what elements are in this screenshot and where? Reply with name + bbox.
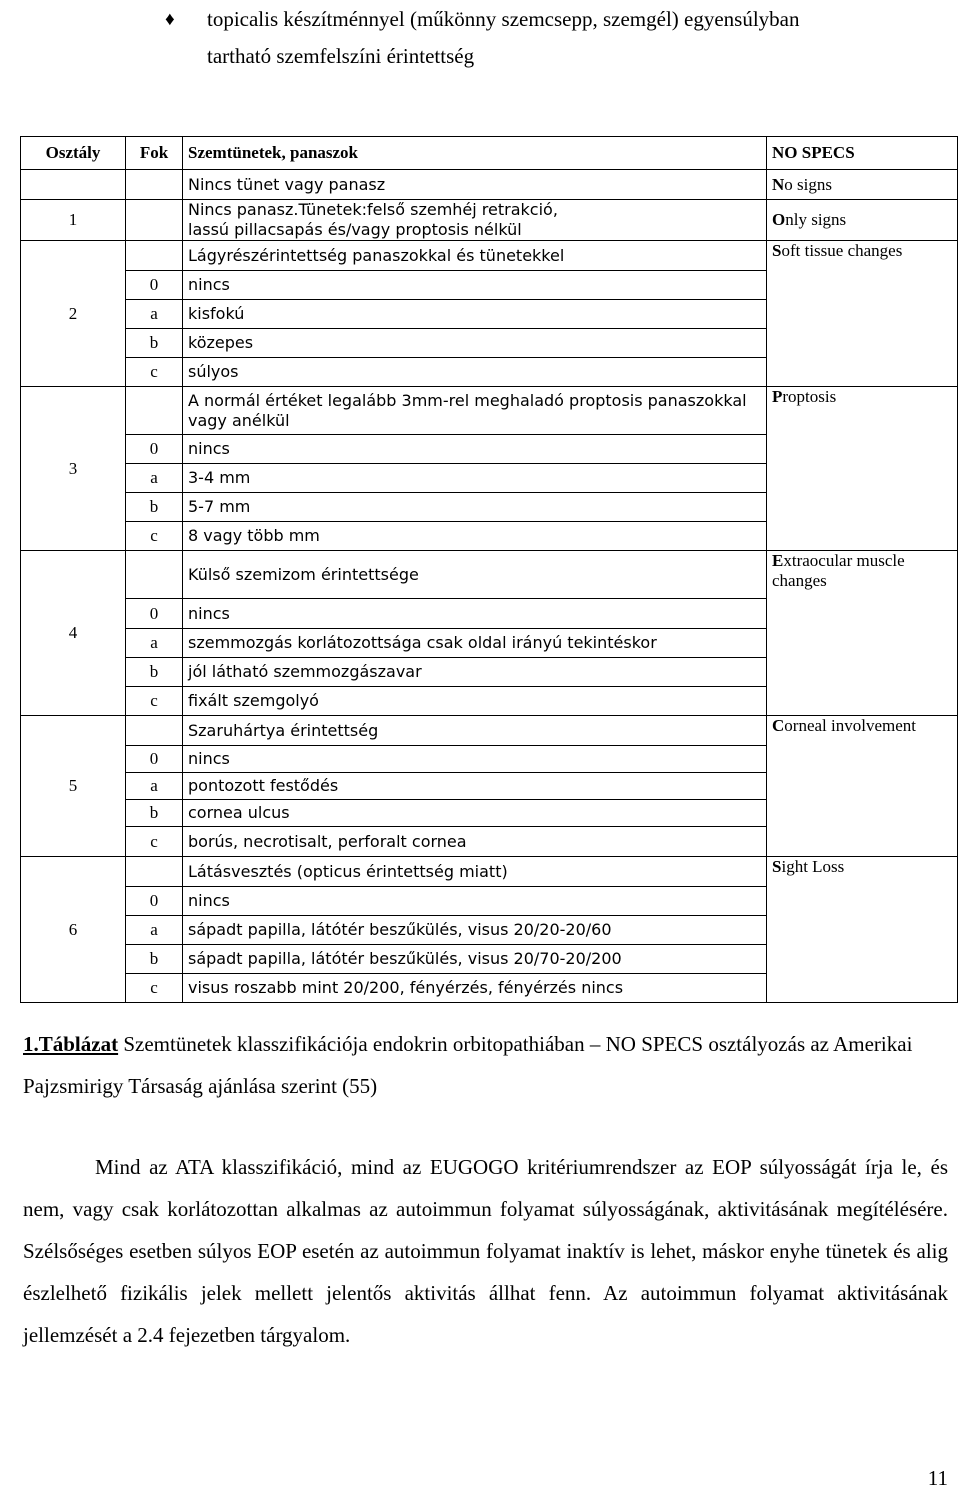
symptom-cell: cornea ulcus bbox=[183, 800, 767, 827]
symptom-cell: nincs bbox=[183, 887, 767, 916]
symptom-cell: Szaruhártya érintettség bbox=[183, 716, 767, 746]
bullet-text-line-1: topicalis készítménnyel (műkönny szemcsepp, szemgél) egyensúlyban bbox=[207, 7, 800, 31]
symptom-cell: sápadt papilla, látótér beszűkülés, visus 20/70-20/200 bbox=[183, 945, 767, 974]
grade-cell: c bbox=[126, 522, 183, 551]
grade-cell: c bbox=[126, 827, 183, 857]
symptom-cell: pontozott festődés bbox=[183, 773, 767, 800]
diamond-bullet-icon: ♦ bbox=[165, 9, 175, 30]
grade-cell bbox=[126, 170, 183, 200]
grade-cell bbox=[126, 716, 183, 746]
table-row bbox=[21, 551, 958, 599]
grade-cell: c bbox=[126, 358, 183, 387]
specs-initial: S bbox=[772, 241, 782, 260]
specs-rest: xtraocular muscle changes bbox=[772, 551, 905, 590]
grade-cell: 0 bbox=[126, 746, 183, 773]
grade-cell: 0 bbox=[126, 887, 183, 916]
specs-cell bbox=[767, 857, 958, 1003]
no-specs-table bbox=[20, 136, 958, 1003]
symptom-cell: Látásvesztés (opticus érintettség miatt) bbox=[183, 857, 767, 887]
table-header-row bbox=[21, 137, 958, 170]
paragraph-text: Mind az ATA klasszifikáció, mind az EUGOGO kritériumrendszer az EOP súlyosságát írja le, és nem, vagy csak korlátozottan alkalmas az autoimmun folyamat súlyosságának, aktivitásának megítélésére. Szélsőséges esetben súlyos EOP esetén az autoimmun folyamat inaktív is lehet, máskor enyhe tünetek és alig észlelhető fizikális jelek mellett jelentős aktivitás állhat fenn. Az autoimmun folyamat aktivitásának jellemzését a 2.4 fejezetben tárgyalom. bbox=[23, 1155, 948, 1347]
specs-rest: o signs bbox=[784, 174, 832, 194]
grade-cell: b bbox=[126, 329, 183, 358]
specs-cell bbox=[767, 387, 958, 551]
symptom-cell: szemmozgás korlátozottsága csak oldal irányú tekintéskor bbox=[183, 629, 767, 658]
body-paragraph bbox=[23, 1146, 948, 1356]
symptom-cell: fixált szemgolyó bbox=[183, 687, 767, 716]
table-row bbox=[21, 170, 958, 200]
class-cell bbox=[21, 170, 126, 200]
table-caption bbox=[23, 1023, 948, 1107]
header-specs: NO SPECS bbox=[767, 137, 958, 170]
grade-cell: 0 bbox=[126, 599, 183, 629]
symptom-cell: nincs bbox=[183, 599, 767, 629]
grade-cell: 0 bbox=[126, 271, 183, 300]
symptom-cell: jól látható szemmozgászavar bbox=[183, 658, 767, 687]
grade-cell bbox=[126, 200, 183, 241]
class-cell: 4 bbox=[21, 551, 126, 716]
caption-text: Szemtünetek klasszifikációja endokrin orbitopathiában – NO SPECS osztályozás az Amerikai Pajzsmirigy Társaság ajánlása szerint (55) bbox=[23, 1032, 913, 1098]
table-row bbox=[21, 857, 958, 887]
specs-rest: roptosis bbox=[782, 387, 837, 406]
specs-cell bbox=[767, 200, 958, 241]
specs-initial: E bbox=[772, 551, 784, 570]
specs-initial: S bbox=[772, 857, 782, 876]
class-cell: 1 bbox=[21, 200, 126, 241]
symptom-cell: 5-7 mm bbox=[183, 493, 767, 522]
table-row bbox=[21, 716, 958, 746]
symptom-cell: közepes bbox=[183, 329, 767, 358]
grade-cell: 0 bbox=[126, 435, 183, 464]
grade-cell: b bbox=[126, 658, 183, 687]
grade-cell: a bbox=[126, 300, 183, 329]
symptom-cell: súlyos bbox=[183, 358, 767, 387]
symptom-cell: nincs bbox=[183, 271, 767, 300]
bullet-text-line-2: tartható szemfelszíni érintettség bbox=[207, 44, 475, 68]
header-symptoms: Szemtünetek, panaszok bbox=[183, 137, 767, 170]
symptom-cell: visus roszabb mint 20/200, fényérzés, fényérzés nincs bbox=[183, 974, 767, 1003]
symptom-cell: Nincs panasz.Tünetek:felső szemhéj retrakció, lassú pillacsapás és/vagy proptosis nélkül bbox=[183, 200, 767, 241]
table-body bbox=[21, 170, 958, 1003]
specs-cell bbox=[767, 241, 958, 387]
symptom-cell: nincs bbox=[183, 435, 767, 464]
header-grade: Fok bbox=[126, 137, 183, 170]
specs-cell bbox=[767, 170, 958, 200]
class-cell: 2 bbox=[21, 241, 126, 387]
specs-initial: O bbox=[772, 210, 786, 229]
symptom-cell: sápadt papilla, látótér beszűkülés, visus 20/20-20/60 bbox=[183, 916, 767, 945]
grade-cell: b bbox=[126, 945, 183, 974]
caption-label: 1.Táblázat bbox=[23, 1032, 119, 1056]
grade-cell bbox=[126, 857, 183, 887]
specs-initial: N bbox=[772, 174, 785, 194]
specs-initial: C bbox=[772, 716, 785, 735]
table-row bbox=[21, 387, 958, 435]
specs-initial: P bbox=[772, 387, 783, 406]
table-row bbox=[21, 241, 958, 271]
symptom-cell: kisfokú bbox=[183, 300, 767, 329]
class-cell: 6 bbox=[21, 857, 126, 1003]
grade-cell bbox=[126, 551, 183, 599]
grade-cell: a bbox=[126, 629, 183, 658]
grade-cell bbox=[126, 241, 183, 271]
grade-cell: c bbox=[126, 687, 183, 716]
symptom-cell: 3-4 mm bbox=[183, 464, 767, 493]
class-cell: 5 bbox=[21, 716, 126, 857]
symptom-cell: A normál értéket legalább 3mm-rel meghaladó proptosis panaszokkal vagy anélkül bbox=[183, 387, 767, 435]
class-cell: 3 bbox=[21, 387, 126, 551]
specs-rest: ight Loss bbox=[781, 857, 845, 876]
table-row bbox=[21, 200, 958, 241]
specs-cell bbox=[767, 716, 958, 857]
grade-cell: a bbox=[126, 773, 183, 800]
grade-cell bbox=[126, 387, 183, 435]
specs-cell bbox=[767, 551, 958, 716]
symptom-cell: Külső szemizom érintettsége bbox=[183, 551, 767, 599]
specs-rest: orneal involvement bbox=[784, 716, 916, 735]
grade-cell: a bbox=[126, 916, 183, 945]
grade-cell: b bbox=[126, 800, 183, 827]
page-number: 11 bbox=[927, 1466, 948, 1490]
grade-cell: c bbox=[126, 974, 183, 1003]
specs-rest: nly signs bbox=[785, 210, 847, 229]
symptom-cell: nincs bbox=[183, 746, 767, 773]
symptom-cell: Lágyrészérintettség panaszokkal és tünetekkel bbox=[183, 241, 767, 271]
symptom-cell: 8 vagy több mm bbox=[183, 522, 767, 551]
symptom-cell: borús, necrotisalt, perforalt cornea bbox=[183, 827, 767, 857]
grade-cell: a bbox=[126, 464, 183, 493]
specs-rest: oft tissue changes bbox=[781, 241, 903, 260]
symptom-cell: Nincs tünet vagy panasz bbox=[183, 170, 767, 200]
header-class: Osztály bbox=[21, 137, 126, 170]
grade-cell: b bbox=[126, 493, 183, 522]
